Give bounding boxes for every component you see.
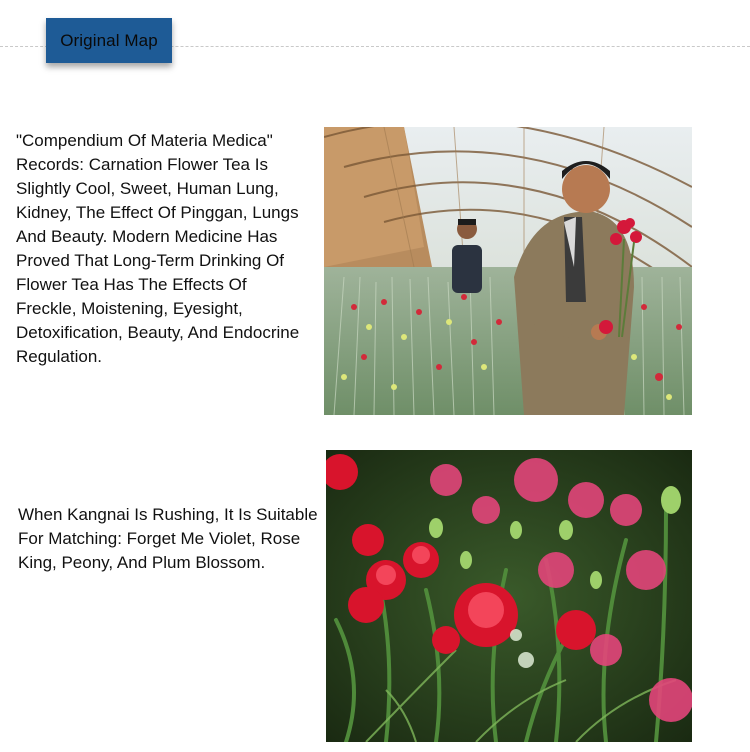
carnation-flowers-photo bbox=[326, 450, 692, 742]
description-text-1: "Compendium Of Materia Medica" Records: Carnation Flower Tea Is Slightly Cool, Sweet, Human Lung, Kidney, The Effect Of Pinggan, Lungs And Beauty. Modern Medicine Has Proved That Long-Term Drinking Of Flower Tea Has The Effects Of Freckle, Moistening, Eyesight, Detoxification, Beauty, And Endocrine Regulation. bbox=[16, 131, 300, 366]
greenhouse-farmers-photo bbox=[324, 127, 692, 415]
description-text-2: When Kangnai Is Rushing, It Is Suitable For Matching: Forget Me Violet, Rose King, Peony, And Plum Blossom. bbox=[18, 505, 318, 572]
section-tag-label: Original Map bbox=[60, 30, 158, 50]
section-tag bbox=[46, 18, 172, 63]
